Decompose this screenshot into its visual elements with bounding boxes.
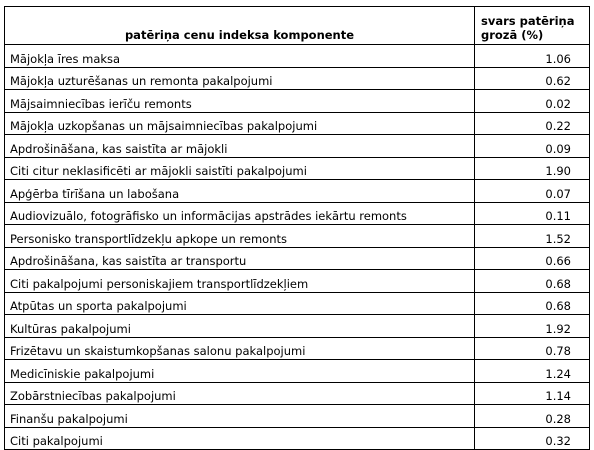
table-row — [5, 405, 590, 428]
component-name-cell: Citi citur neklasificēti ar mājokli saistīti pakalpojumi — [5, 157, 475, 180]
table-row — [5, 180, 590, 203]
table-row — [5, 225, 590, 248]
component-name-cell: Atpūtas un sporta pakalpojumi — [5, 292, 475, 315]
weight-value-cell: 0.78 — [475, 337, 590, 360]
table-row — [5, 90, 590, 113]
weight-value-cell: 0.68 — [475, 292, 590, 315]
weight-value-cell: 1.90 — [475, 157, 590, 180]
header-weight: svars patēriņa grozā (%) — [475, 7, 590, 45]
component-name-cell: Mājokļa uzturēšanas un remonta pakalpojumi — [5, 67, 475, 90]
table-row — [5, 202, 590, 225]
table-row — [5, 45, 590, 68]
component-name-cell: Apdrošināšana, kas saistīta ar transportu — [5, 247, 475, 270]
component-name-cell: Apdrošināšana, kas saistīta ar mājokli — [5, 135, 475, 158]
table-row — [5, 292, 590, 315]
weight-value-cell: 1.52 — [475, 225, 590, 248]
component-name-cell: Kultūras pakalpojumi — [5, 315, 475, 338]
table-row — [5, 360, 590, 383]
weight-value-cell: 0.62 — [475, 67, 590, 90]
component-name-cell: Citi pakalpojumi — [5, 427, 475, 450]
weight-value-cell: 0.07 — [475, 180, 590, 203]
component-name-cell: Finanšu pakalpojumi — [5, 405, 475, 428]
table-row — [5, 315, 590, 338]
component-name-cell: Mājokļa uzkopšanas un mājsaimniecības pakalpojumi — [5, 112, 475, 135]
weight-value-cell: 1.92 — [475, 315, 590, 338]
table-row — [5, 427, 590, 450]
weight-value-cell: 1.24 — [475, 360, 590, 383]
component-name-cell: Medicīniskie pakalpojumi — [5, 360, 475, 383]
weight-value-cell: 0.22 — [475, 112, 590, 135]
component-name-cell: Apģērba tīrīšana un labošana — [5, 180, 475, 203]
weight-value-cell: 0.68 — [475, 270, 590, 293]
weight-value-cell: 0.32 — [475, 427, 590, 450]
component-name-cell: Personisko transportlīdzekļu apkope un remonts — [5, 225, 475, 248]
table-row — [5, 157, 590, 180]
component-name-cell: Audiovizuālo, fotogrāfisko un informācijas apstrādes iekārtu remonts — [5, 202, 475, 225]
weight-value-cell: 0.28 — [475, 405, 590, 428]
weight-value-cell: 0.11 — [475, 202, 590, 225]
table-row — [5, 67, 590, 90]
cpi-weights-table — [4, 6, 590, 450]
table-row — [5, 247, 590, 270]
table-row — [5, 112, 590, 135]
table-body — [5, 45, 590, 450]
header-component: patēriņa cenu indeksa komponente — [5, 7, 475, 45]
component-name-cell: Mājsaimniecības ierīču remonts — [5, 90, 475, 113]
weight-value-cell: 0.66 — [475, 247, 590, 270]
component-name-cell: Zobārstniecības pakalpojumi — [5, 382, 475, 405]
weight-value-cell: 1.14 — [475, 382, 590, 405]
weight-value-cell: 0.02 — [475, 90, 590, 113]
table-row — [5, 337, 590, 360]
weight-value-cell: 0.09 — [475, 135, 590, 158]
document-page — [4, 6, 590, 450]
component-name-cell: Citi pakalpojumi personiskajiem transportlīdzekļiem — [5, 270, 475, 293]
component-name-cell: Frizētavu un skaistumkopšanas salonu pakalpojumi — [5, 337, 475, 360]
table-row — [5, 135, 590, 158]
table-row — [5, 382, 590, 405]
table-row — [5, 270, 590, 293]
component-name-cell: Mājokļa īres maksa — [5, 45, 475, 68]
table-header-row — [5, 7, 590, 45]
weight-value-cell: 1.06 — [475, 45, 590, 68]
